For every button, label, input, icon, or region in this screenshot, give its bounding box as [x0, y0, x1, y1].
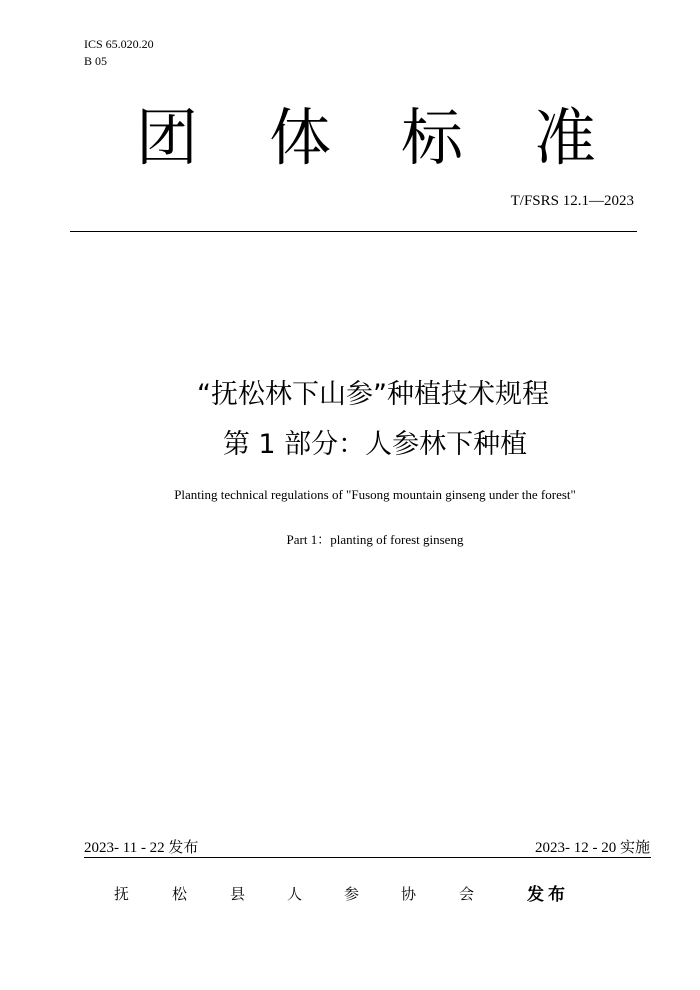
standard-number: T/FSRS 12.1—2023	[510, 193, 634, 209]
ics-code: ICS 65.020.20	[84, 37, 154, 51]
doc-type-char: 准	[534, 101, 597, 174]
title-chinese-line2: 第 1 部分：人参林下种植	[222, 429, 528, 460]
doc-type-char: 体	[269, 101, 332, 174]
document-type-title	[0, 100, 700, 180]
issuer-char: 县	[230, 885, 246, 903]
doc-type-char: 团	[136, 101, 199, 174]
issuer-char: 参	[344, 885, 360, 903]
implementation-date: 2023- 12 - 20 实施	[535, 840, 650, 856]
issuer-char: 人	[287, 885, 303, 903]
ccs-code: B 05	[84, 54, 108, 68]
title-english-line1: Planting technical regulations of "Fusong mountain ginseng under the forest"	[174, 487, 576, 502]
top-divider	[70, 231, 637, 232]
issuer-char: 松	[172, 885, 188, 903]
issuer-char: 抚	[114, 885, 130, 903]
doc-type-char: 标	[401, 101, 464, 174]
title-chinese-line1: “抚松林下山参”种植技术规程	[197, 379, 549, 410]
issuing-organization	[0, 882, 700, 908]
issue-date: 2023- 11 - 22 发布	[84, 840, 199, 856]
issuer-char: 协	[401, 885, 417, 903]
bottom-divider	[84, 857, 651, 858]
issuer-char: 会	[459, 885, 475, 903]
title-english-line2: Part 1：planting of forest ginseng	[286, 532, 464, 547]
publish-label: 发布	[527, 885, 569, 905]
